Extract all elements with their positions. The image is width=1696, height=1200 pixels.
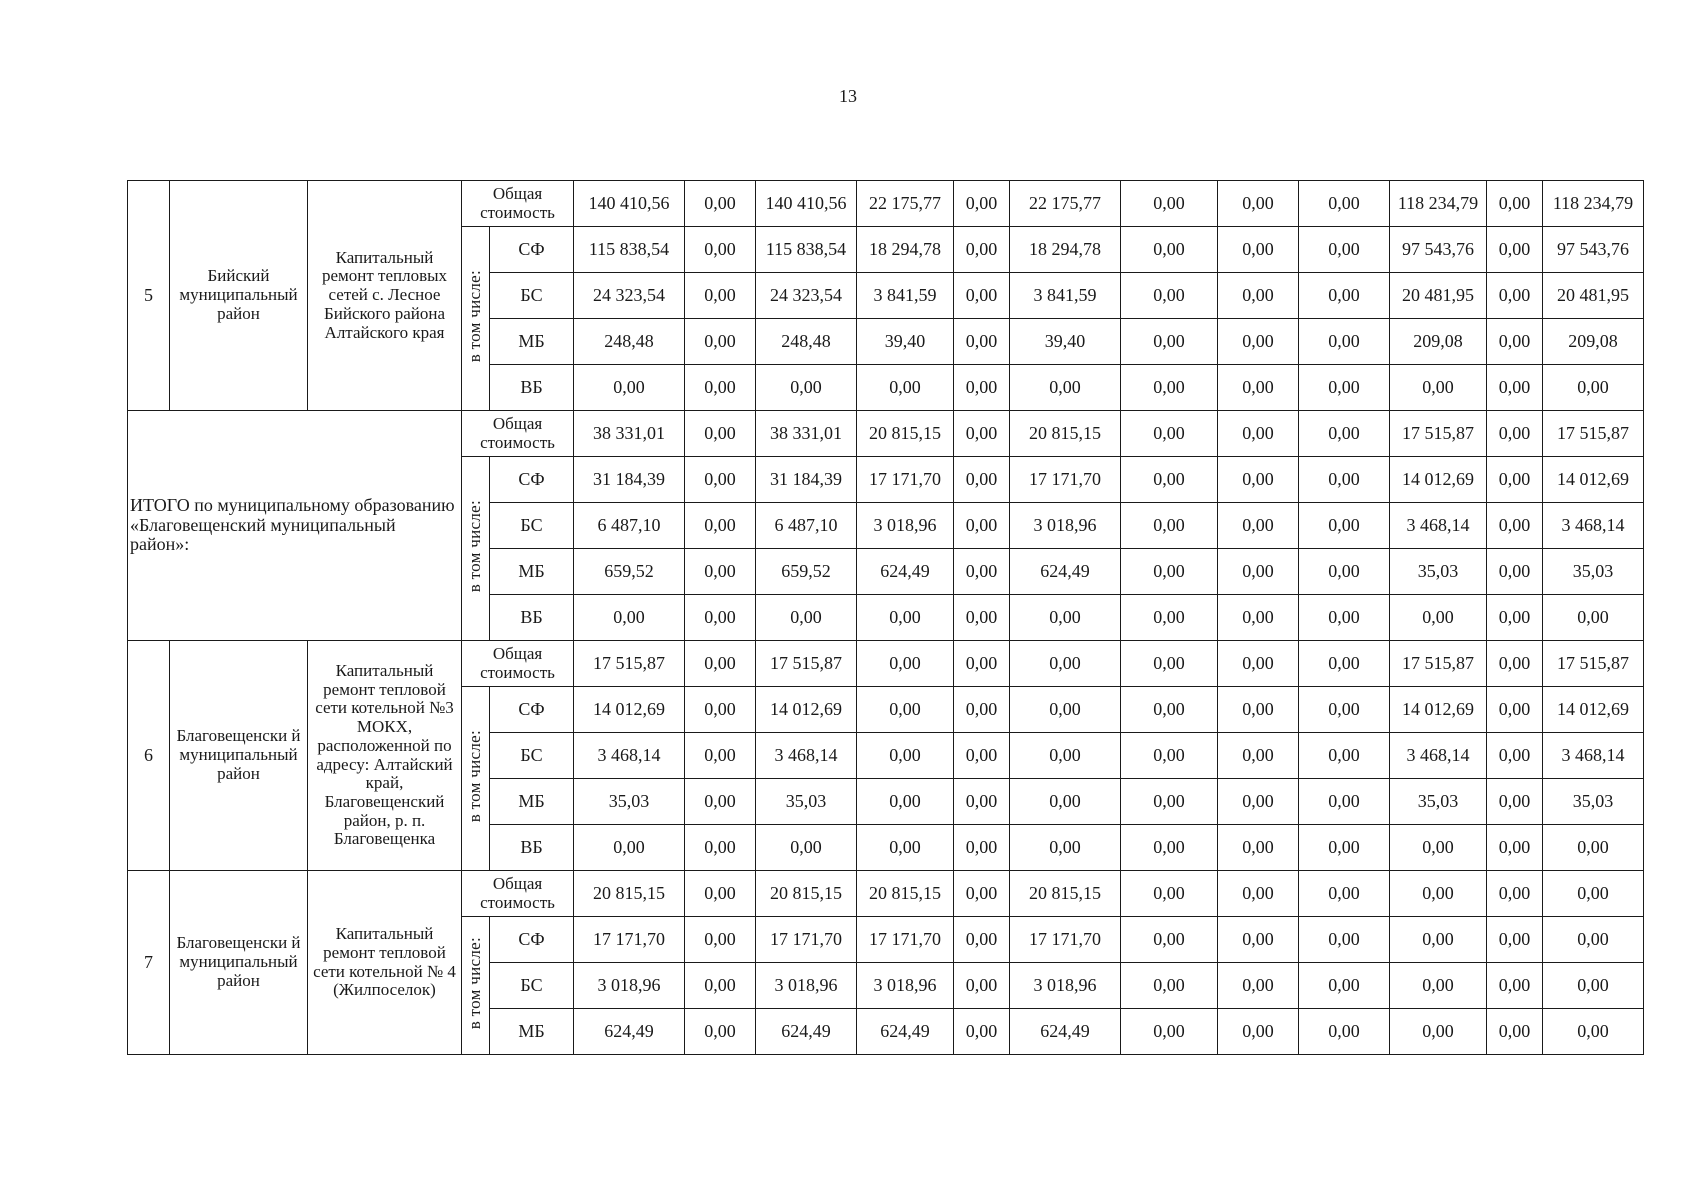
source-label: МБ	[490, 319, 574, 365]
total-cost-label: Общая стоимость	[462, 411, 574, 457]
value-cell: 0,00	[1487, 825, 1543, 871]
value-cell: 0,00	[1299, 779, 1390, 825]
value-cell: 0,00	[1543, 365, 1644, 411]
value-cell: 0,00	[1218, 917, 1299, 963]
value-cell: 0,00	[1299, 549, 1390, 595]
table-row	[128, 411, 1644, 457]
value-cell: 0,00	[1299, 641, 1390, 687]
table-body	[128, 181, 1644, 1055]
value-cell: 0,00	[1218, 319, 1299, 365]
in-that-number-text: в том числе:	[465, 936, 485, 1030]
value-cell: 3 841,59	[1010, 273, 1121, 319]
value-cell: 0,00	[954, 871, 1010, 917]
value-cell: 0,00	[1390, 917, 1487, 963]
value-cell: 0,00	[1121, 1009, 1218, 1055]
value-cell: 0,00	[857, 825, 954, 871]
object-name: Капитальный ремонт тепловой сети котельной №3 МОКХ, расположенной по адресу: Алтайский край, Благовещенский район, р. п. Благовещенка	[308, 641, 462, 871]
value-cell: 0,00	[685, 365, 756, 411]
total-label: ИТОГО по муниципальному образованию «Благовещенский муниципальный район»:	[128, 411, 462, 641]
value-cell: 659,52	[756, 549, 857, 595]
value-cell: 0,00	[1218, 641, 1299, 687]
value-cell: 0,00	[857, 779, 954, 825]
value-cell: 0,00	[1299, 687, 1390, 733]
value-cell: 31 184,39	[574, 457, 685, 503]
value-cell: 3 018,96	[1010, 503, 1121, 549]
value-cell: 0,00	[1218, 227, 1299, 273]
value-cell: 0,00	[1218, 825, 1299, 871]
value-cell: 0,00	[857, 641, 954, 687]
value-cell: 17 171,70	[1010, 917, 1121, 963]
value-cell: 39,40	[1010, 319, 1121, 365]
value-cell: 0,00	[1299, 227, 1390, 273]
value-cell: 0,00	[1299, 963, 1390, 1009]
value-cell: 20 815,15	[1010, 871, 1121, 917]
value-cell: 17 515,87	[756, 641, 857, 687]
value-cell: 0,00	[1121, 825, 1218, 871]
source-label: БС	[490, 963, 574, 1009]
district-name: Благовещенски й муниципальный район	[170, 641, 308, 871]
value-cell: 248,48	[574, 319, 685, 365]
value-cell: 0,00	[685, 181, 756, 227]
value-cell: 0,00	[954, 917, 1010, 963]
value-cell: 38 331,01	[756, 411, 857, 457]
value-cell: 0,00	[954, 825, 1010, 871]
value-cell: 0,00	[1487, 917, 1543, 963]
value-cell: 0,00	[1121, 457, 1218, 503]
district-name: Бийский муниципальный район	[170, 181, 308, 411]
value-cell: 38 331,01	[574, 411, 685, 457]
in-that-number-text: в том числе:	[465, 729, 485, 823]
value-cell: 0,00	[1299, 1009, 1390, 1055]
in-that-number-label	[462, 227, 490, 411]
value-cell: 14 012,69	[756, 687, 857, 733]
row-number: 6	[128, 641, 170, 871]
value-cell: 0,00	[1487, 273, 1543, 319]
value-cell: 0,00	[1299, 365, 1390, 411]
value-cell: 35,03	[574, 779, 685, 825]
value-cell: 17 515,87	[1543, 411, 1644, 457]
source-label: СФ	[490, 457, 574, 503]
value-cell: 0,00	[1010, 779, 1121, 825]
value-cell: 115 838,54	[574, 227, 685, 273]
page-number: 13	[839, 86, 857, 106]
value-cell: 0,00	[1218, 733, 1299, 779]
object-name: Капитальный ремонт тепловых сетей с. Лесное Бийского района Алтайского края	[308, 181, 462, 411]
value-cell: 0,00	[1121, 733, 1218, 779]
value-cell: 209,08	[1543, 319, 1644, 365]
value-cell: 17 171,70	[574, 917, 685, 963]
value-cell: 0,00	[1543, 871, 1644, 917]
total-cost-label: Общая стоимость	[462, 641, 574, 687]
value-cell: 0,00	[1390, 825, 1487, 871]
value-cell: 624,49	[857, 549, 954, 595]
value-cell: 0,00	[685, 549, 756, 595]
value-cell: 0,00	[1218, 411, 1299, 457]
value-cell: 248,48	[756, 319, 857, 365]
value-cell: 0,00	[1299, 457, 1390, 503]
value-cell: 0,00	[1487, 779, 1543, 825]
value-cell: 97 543,76	[1543, 227, 1644, 273]
value-cell: 0,00	[1218, 365, 1299, 411]
value-cell: 14 012,69	[1390, 457, 1487, 503]
table-row	[128, 641, 1644, 687]
source-label: БС	[490, 733, 574, 779]
value-cell: 0,00	[954, 411, 1010, 457]
value-cell: 624,49	[574, 1009, 685, 1055]
value-cell: 0,00	[1010, 595, 1121, 641]
value-cell: 0,00	[954, 687, 1010, 733]
value-cell: 0,00	[1299, 871, 1390, 917]
value-cell: 0,00	[1487, 503, 1543, 549]
value-cell: 0,00	[685, 825, 756, 871]
value-cell: 17 515,87	[1390, 641, 1487, 687]
value-cell: 3 468,14	[1390, 503, 1487, 549]
value-cell: 0,00	[685, 687, 756, 733]
value-cell: 0,00	[1487, 411, 1543, 457]
value-cell: 0,00	[1299, 273, 1390, 319]
value-cell: 3 018,96	[857, 503, 954, 549]
value-cell: 3 841,59	[857, 273, 954, 319]
value-cell: 6 487,10	[756, 503, 857, 549]
in-that-number-text: в том числе:	[465, 499, 485, 593]
value-cell: 0,00	[1121, 181, 1218, 227]
value-cell: 118 234,79	[1543, 181, 1644, 227]
value-cell: 0,00	[1121, 503, 1218, 549]
value-cell: 0,00	[1299, 411, 1390, 457]
value-cell: 0,00	[1487, 595, 1543, 641]
value-cell: 0,00	[1121, 687, 1218, 733]
value-cell: 0,00	[1487, 1009, 1543, 1055]
value-cell: 624,49	[1010, 549, 1121, 595]
value-cell: 0,00	[1299, 503, 1390, 549]
value-cell: 0,00	[685, 595, 756, 641]
district-name: Благовещенски й муниципальный район	[170, 871, 308, 1055]
value-cell: 209,08	[1390, 319, 1487, 365]
value-cell: 0,00	[954, 503, 1010, 549]
value-cell: 624,49	[1010, 1009, 1121, 1055]
value-cell: 17 515,87	[1543, 641, 1644, 687]
source-label: МБ	[490, 779, 574, 825]
value-cell: 35,03	[1390, 549, 1487, 595]
value-cell: 17 171,70	[857, 457, 954, 503]
value-cell: 17 171,70	[756, 917, 857, 963]
value-cell: 0,00	[1010, 365, 1121, 411]
value-cell: 0,00	[685, 1009, 756, 1055]
value-cell: 3 018,96	[756, 963, 857, 1009]
in-that-number-label	[462, 687, 490, 871]
value-cell: 0,00	[1299, 825, 1390, 871]
value-cell: 0,00	[1218, 871, 1299, 917]
value-cell: 0,00	[1218, 687, 1299, 733]
value-cell: 35,03	[1543, 549, 1644, 595]
source-label: МБ	[490, 549, 574, 595]
value-cell: 0,00	[1487, 365, 1543, 411]
value-cell: 35,03	[1543, 779, 1644, 825]
value-cell: 0,00	[857, 595, 954, 641]
value-cell: 18 294,78	[857, 227, 954, 273]
value-cell: 0,00	[685, 917, 756, 963]
source-label: СФ	[490, 227, 574, 273]
value-cell: 0,00	[1390, 963, 1487, 1009]
value-cell: 18 294,78	[1010, 227, 1121, 273]
value-cell: 0,00	[685, 411, 756, 457]
value-cell: 3 468,14	[1390, 733, 1487, 779]
value-cell: 0,00	[1487, 181, 1543, 227]
value-cell: 0,00	[1218, 457, 1299, 503]
value-cell: 0,00	[685, 871, 756, 917]
value-cell: 0,00	[954, 273, 1010, 319]
value-cell: 20 815,15	[1010, 411, 1121, 457]
value-cell: 0,00	[954, 641, 1010, 687]
value-cell: 3 468,14	[1543, 733, 1644, 779]
value-cell: 0,00	[954, 1009, 1010, 1055]
source-label: ВБ	[490, 825, 574, 871]
value-cell: 3 018,96	[857, 963, 954, 1009]
value-cell: 0,00	[1218, 549, 1299, 595]
value-cell: 624,49	[756, 1009, 857, 1055]
value-cell: 0,00	[1218, 503, 1299, 549]
value-cell: 0,00	[574, 365, 685, 411]
value-cell: 0,00	[954, 365, 1010, 411]
value-cell: 0,00	[857, 733, 954, 779]
value-cell: 659,52	[574, 549, 685, 595]
value-cell: 0,00	[685, 733, 756, 779]
value-cell: 3 468,14	[574, 733, 685, 779]
value-cell: 0,00	[1299, 595, 1390, 641]
value-cell: 20 815,15	[574, 871, 685, 917]
value-cell: 0,00	[1121, 595, 1218, 641]
value-cell: 0,00	[1299, 181, 1390, 227]
value-cell: 0,00	[1121, 411, 1218, 457]
value-cell: 140 410,56	[756, 181, 857, 227]
source-label: БС	[490, 503, 574, 549]
value-cell: 0,00	[1218, 963, 1299, 1009]
value-cell: 20 481,95	[1543, 273, 1644, 319]
row-number: 5	[128, 181, 170, 411]
value-cell: 0,00	[756, 825, 857, 871]
value-cell: 140 410,56	[574, 181, 685, 227]
value-cell: 20 815,15	[857, 871, 954, 917]
value-cell: 0,00	[1543, 825, 1644, 871]
value-cell: 3 468,14	[1543, 503, 1644, 549]
in-that-number-text: в том числе:	[465, 269, 485, 363]
value-cell: 0,00	[1487, 687, 1543, 733]
value-cell: 0,00	[954, 779, 1010, 825]
value-cell: 0,00	[1390, 595, 1487, 641]
value-cell: 0,00	[756, 365, 857, 411]
value-cell: 0,00	[1487, 871, 1543, 917]
value-cell: 0,00	[954, 963, 1010, 1009]
in-that-number-label	[462, 917, 490, 1055]
value-cell: 3 468,14	[756, 733, 857, 779]
value-cell: 6 487,10	[574, 503, 685, 549]
source-label: СФ	[490, 917, 574, 963]
value-cell: 97 543,76	[1390, 227, 1487, 273]
value-cell: 0,00	[1299, 733, 1390, 779]
value-cell: 17 171,70	[1010, 457, 1121, 503]
value-cell: 0,00	[1543, 963, 1644, 1009]
value-cell: 0,00	[1010, 825, 1121, 871]
value-cell: 0,00	[1121, 319, 1218, 365]
value-cell: 0,00	[954, 457, 1010, 503]
value-cell: 0,00	[685, 963, 756, 1009]
value-cell: 0,00	[1218, 1009, 1299, 1055]
value-cell: 24 323,54	[574, 273, 685, 319]
value-cell: 0,00	[1218, 181, 1299, 227]
value-cell: 0,00	[574, 825, 685, 871]
value-cell: 0,00	[1487, 963, 1543, 1009]
value-cell: 0,00	[1487, 641, 1543, 687]
value-cell: 0,00	[954, 595, 1010, 641]
source-label: БС	[490, 273, 574, 319]
value-cell: 0,00	[574, 595, 685, 641]
value-cell: 0,00	[1121, 365, 1218, 411]
value-cell: 0,00	[1121, 779, 1218, 825]
value-cell: 0,00	[685, 641, 756, 687]
value-cell: 14 012,69	[1543, 687, 1644, 733]
value-cell: 118 234,79	[1390, 181, 1487, 227]
value-cell: 20 815,15	[756, 871, 857, 917]
value-cell: 39,40	[857, 319, 954, 365]
source-label: ВБ	[490, 365, 574, 411]
value-cell: 0,00	[685, 457, 756, 503]
value-cell: 31 184,39	[756, 457, 857, 503]
value-cell: 0,00	[954, 549, 1010, 595]
value-cell: 3 018,96	[574, 963, 685, 1009]
value-cell: 0,00	[1121, 273, 1218, 319]
value-cell: 14 012,69	[574, 687, 685, 733]
total-cost-label: Общая стоимость	[462, 871, 574, 917]
value-cell: 0,00	[1390, 1009, 1487, 1055]
value-cell: 22 175,77	[1010, 181, 1121, 227]
value-cell: 0,00	[1218, 779, 1299, 825]
value-cell: 0,00	[1218, 273, 1299, 319]
table-row	[128, 181, 1644, 227]
value-cell: 0,00	[954, 181, 1010, 227]
budget-table	[127, 180, 1644, 1055]
in-that-number-label	[462, 457, 490, 641]
row-number: 7	[128, 871, 170, 1055]
value-cell: 0,00	[1299, 917, 1390, 963]
value-cell: 20 481,95	[1390, 273, 1487, 319]
value-cell: 14 012,69	[1543, 457, 1644, 503]
value-cell: 0,00	[1487, 227, 1543, 273]
value-cell: 0,00	[1543, 595, 1644, 641]
value-cell: 0,00	[1299, 319, 1390, 365]
value-cell: 0,00	[1010, 641, 1121, 687]
value-cell: 0,00	[1121, 227, 1218, 273]
value-cell: 22 175,77	[857, 181, 954, 227]
value-cell: 0,00	[1543, 917, 1644, 963]
value-cell: 624,49	[857, 1009, 954, 1055]
value-cell: 0,00	[954, 319, 1010, 365]
value-cell: 0,00	[1121, 641, 1218, 687]
value-cell: 0,00	[1487, 549, 1543, 595]
value-cell: 35,03	[1390, 779, 1487, 825]
value-cell: 0,00	[1487, 733, 1543, 779]
value-cell: 0,00	[685, 779, 756, 825]
value-cell: 0,00	[1390, 365, 1487, 411]
value-cell: 0,00	[685, 319, 756, 365]
value-cell: 0,00	[1121, 549, 1218, 595]
value-cell: 0,00	[954, 733, 1010, 779]
source-label: СФ	[490, 687, 574, 733]
value-cell: 0,00	[1543, 1009, 1644, 1055]
value-cell: 14 012,69	[1390, 687, 1487, 733]
total-cost-label: Общая стоимость	[462, 181, 574, 227]
value-cell: 0,00	[1010, 733, 1121, 779]
value-cell: 0,00	[685, 503, 756, 549]
value-cell: 35,03	[756, 779, 857, 825]
value-cell: 0,00	[857, 687, 954, 733]
value-cell: 20 815,15	[857, 411, 954, 457]
value-cell: 0,00	[1121, 963, 1218, 1009]
value-cell: 0,00	[685, 273, 756, 319]
table-row	[128, 871, 1644, 917]
value-cell: 0,00	[685, 227, 756, 273]
value-cell: 0,00	[1390, 871, 1487, 917]
value-cell: 0,00	[1010, 687, 1121, 733]
value-cell: 0,00	[1487, 457, 1543, 503]
value-cell: 0,00	[1487, 319, 1543, 365]
value-cell: 0,00	[1218, 595, 1299, 641]
value-cell: 0,00	[1121, 871, 1218, 917]
value-cell: 24 323,54	[756, 273, 857, 319]
value-cell: 17 515,87	[1390, 411, 1487, 457]
value-cell: 0,00	[756, 595, 857, 641]
value-cell: 3 018,96	[1010, 963, 1121, 1009]
source-label: ВБ	[490, 595, 574, 641]
value-cell: 17 515,87	[574, 641, 685, 687]
value-cell: 17 171,70	[857, 917, 954, 963]
object-name: Капитальный ремонт тепловой сети котельной № 4 (Жилпоселок)	[308, 871, 462, 1055]
value-cell: 115 838,54	[756, 227, 857, 273]
source-label: МБ	[490, 1009, 574, 1055]
value-cell: 0,00	[857, 365, 954, 411]
value-cell: 0,00	[954, 227, 1010, 273]
value-cell: 0,00	[1121, 917, 1218, 963]
